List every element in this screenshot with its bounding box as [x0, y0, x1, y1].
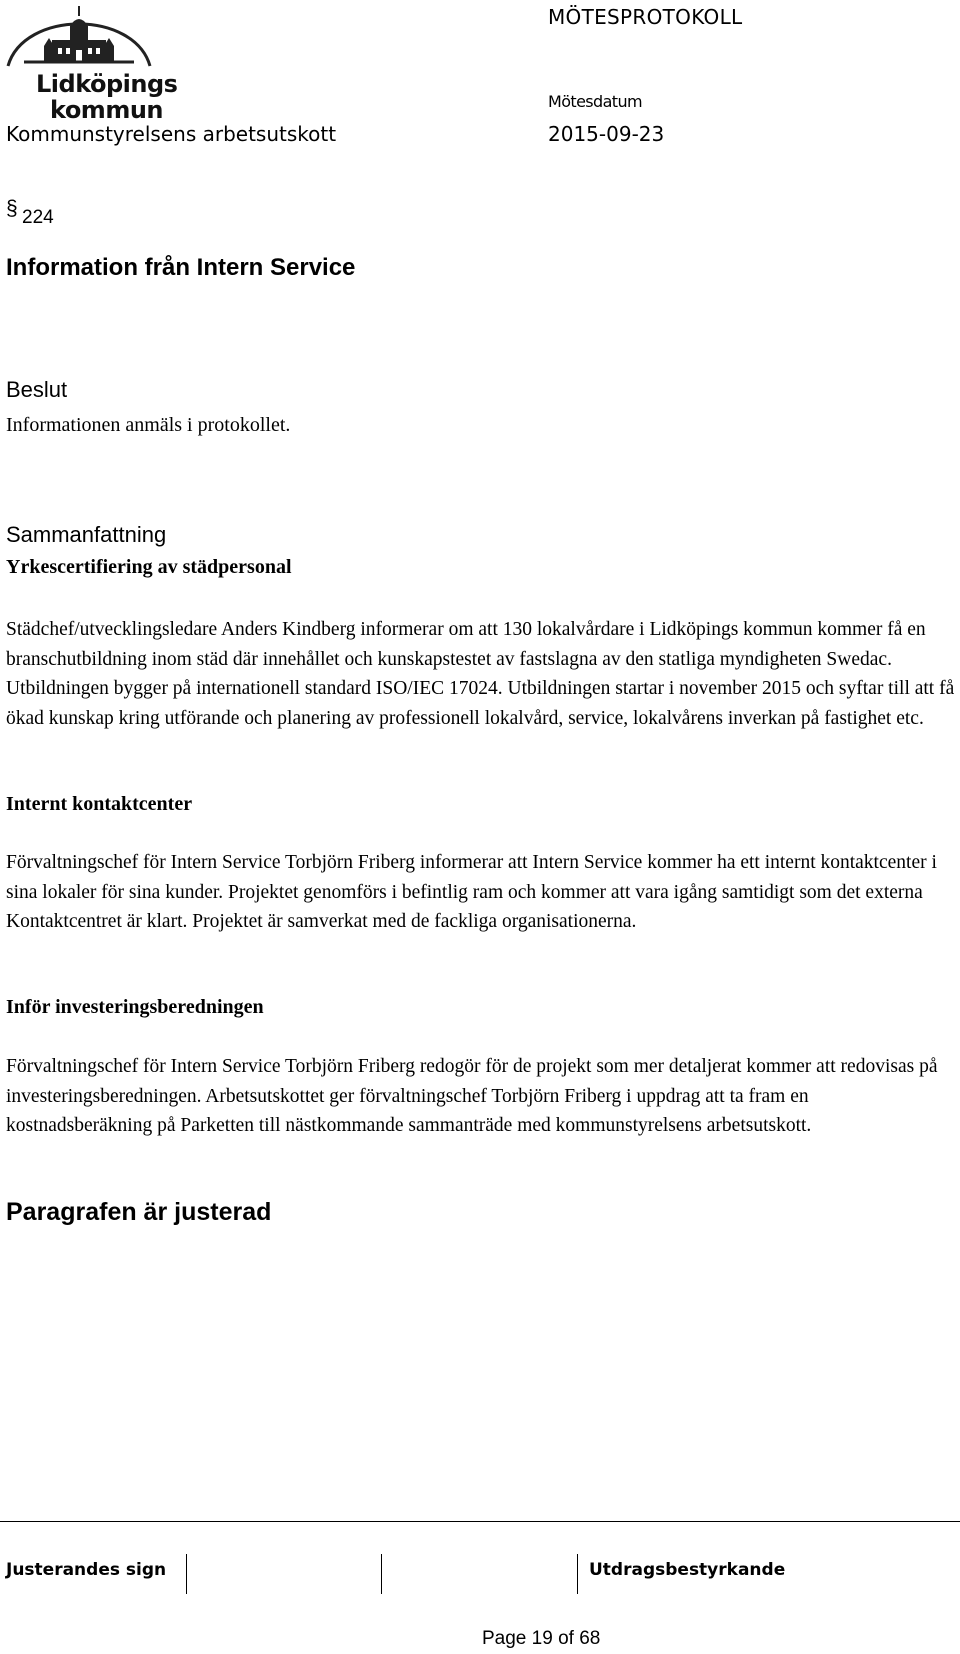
summary-subheading: Yrkescertifiering av städpersonal — [6, 556, 292, 578]
contact-center-heading: Internt kontaktcenter — [6, 793, 193, 815]
investment-heading: Inför investeringsberedningen — [6, 996, 264, 1018]
meeting-date-label: Mötesdatum — [548, 92, 643, 111]
logo-text-line2: kommun — [50, 96, 163, 124]
logo-text-line1: Lidköpings — [36, 70, 178, 98]
signature-label: Justerandes sign — [6, 1560, 167, 1580]
summary-paragraph-3: Förvaltningschef för Intern Service Torbjörn Friberg redogör för de projekt som mer detaljerat kommer att redovisas på investeringsberedningen. Arbetsutskottet ger förvaltningschef Torbjörn Friberg i uppdrag att ta fram en kostnadsberäkning på Parketten till nästkommande sammanträde med kommunstyrelsens arbetsutskott. — [6, 1056, 938, 1136]
meeting-date: 2015-09-23 — [548, 122, 665, 146]
section-sign: § — [6, 197, 18, 220]
footer-divider — [0, 1521, 960, 1522]
summary-paragraph-1: Städchef/utvecklingsledare Anders Kindberg informerar om att 130 lokalvårdare i Lidköpings kommun kommer få en branschutbildning inom städ där innehållet och kunskapstestet av fastslagna av den statliga myndigheten Swedac. Utbildningen bygger på internationell standard ISO/IEC 17024. Utbildningen startar i november 2015 och syftar till att få ökad kunskap kring utförande och planering av professionell lokalvård, service, lokalvårens inverkan på fastighet etc. — [6, 619, 955, 729]
summary-heading: Sammanfattning — [6, 522, 167, 547]
section-number: 224 — [22, 207, 54, 228]
page-number: Page 19 of 68 — [482, 1628, 601, 1649]
signature-box-divider — [381, 1554, 382, 1594]
committee-name: Kommunstyrelsens arbetsutskott — [6, 122, 337, 146]
extract-certification-label: Utdragsbestyrkande — [589, 1560, 786, 1580]
castle-emblem-icon — [4, 0, 154, 72]
adjusted-statement: Paragrafen är justerad — [6, 1198, 272, 1226]
item-title: Information från Intern Service — [6, 254, 356, 281]
document-type: MÖTESPROTOKOLL — [548, 5, 743, 29]
decision-heading: Beslut — [6, 377, 68, 402]
signature-box-divider — [186, 1554, 187, 1594]
signature-box-divider — [577, 1554, 578, 1594]
summary-paragraph-2: Förvaltningschef för Intern Service Torbjörn Friberg informerar att Intern Service kommer ha ett internt kontaktcenter i sina lokaler för sina kunder. Projektet genomförs i befintlig ram och kommer att vara igång samtidigt som det externa Kontaktcentret är klart. Projektet är samverkat med de fackliga organisationerna. — [6, 852, 937, 932]
decision-text: Informationen anmäls i protokollet. — [6, 414, 291, 436]
